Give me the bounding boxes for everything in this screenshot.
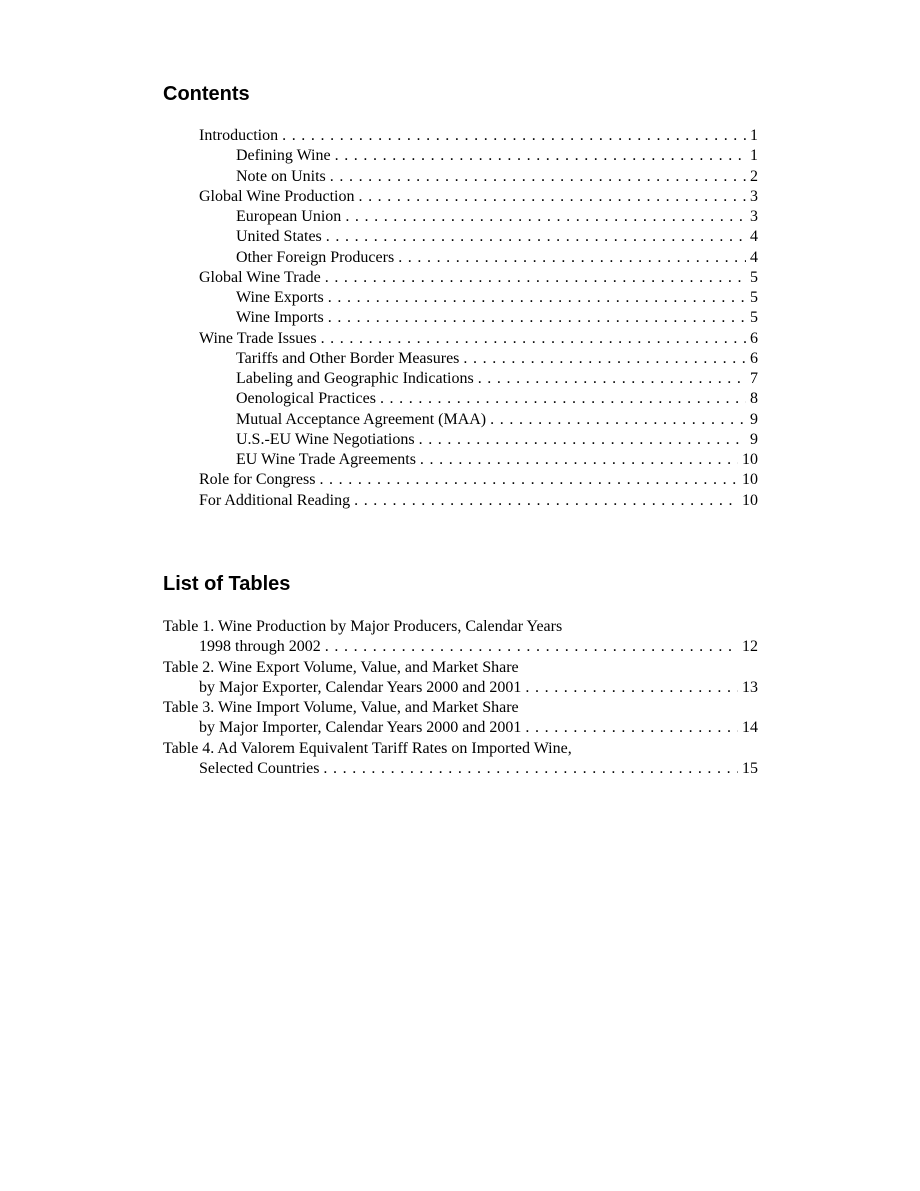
toc-entry-page: 3 [750,187,758,205]
table-entry-line1: Table 1. Wine Production by Major Producers, Calendar Years [163,618,563,635]
toc-entry-label: Defining Wine [236,147,331,165]
toc-entry-label: Mutual Acceptance Agreement (MAA) [236,410,487,428]
toc-entry-page: 10 [742,451,758,468]
toc-entry-page: 8 [750,390,758,408]
toc-entry-label: Note on Units [236,167,326,185]
toc-entry[interactable] [163,410,758,430]
toc-entry-page: 1 [750,147,758,165]
dot-leader [525,678,738,698]
dot-leader [282,126,746,146]
table-entry-line1: Table 4. Ad Valorem Equivalent Tariff Rates on Imported Wine, [163,739,572,757]
toc-entry[interactable] [163,369,758,389]
toc-entry-label: European Union [236,208,342,225]
list-of-tables-heading: List of Tables [163,573,291,595]
table-entry-page: 13 [742,678,758,696]
dot-leader [323,759,738,779]
table-entry-line1: Table 3. Wine Import Volume, Value, and Market Share [163,699,519,716]
toc-entry-page: 7 [750,370,758,387]
contents-list [163,126,758,511]
table-entry-title [163,658,758,678]
table-entry-continuation [163,678,758,698]
table-entry-line1: Table 2. Wine Export Volume, Value, and Market Share [163,658,519,676]
dot-leader [358,187,746,207]
toc-entry[interactable] [163,470,758,490]
table-entry-continuation [163,759,758,779]
toc-entry-page: 2 [750,167,758,185]
dot-leader [325,637,738,657]
toc-entry-label: Oenological Practices [236,390,376,408]
toc-entry[interactable] [163,329,758,349]
dot-leader [326,227,746,247]
dot-leader [354,491,738,511]
dot-leader [335,146,746,166]
toc-entry-page: 6 [750,349,758,367]
dot-leader [525,718,738,738]
contents-heading: Contents [163,83,250,105]
toc-entry-label: Global Wine Production [199,187,355,205]
table-entry-line2: by Major Importer, Calendar Years 2000 and 2001 [199,719,522,737]
toc-entry[interactable] [163,430,758,450]
toc-entry-page: 4 [750,248,758,266]
toc-entry-page: 5 [750,309,758,327]
toc-entry-label: Role for Congress [199,471,316,489]
dot-leader [325,268,746,288]
toc-entry[interactable] [163,126,758,146]
toc-entry-label: Other Foreign Producers [236,248,395,266]
dot-leader [419,430,746,450]
dot-leader [380,389,746,409]
toc-entry-page: 10 [742,471,758,489]
toc-entry-label: U.S.-EU Wine Negotiations [236,430,415,448]
dot-leader [478,369,746,389]
toc-entry-page: 1 [750,127,758,144]
toc-entry-page: 6 [750,329,758,347]
toc-entry-label: Tariffs and Other Border Measures [236,349,460,367]
dot-leader [328,288,746,308]
toc-entry-label: EU Wine Trade Agreements [236,451,416,468]
toc-entry-label: United States [236,228,322,246]
toc-entry-label: For Additional Reading [199,491,351,509]
dot-leader [490,410,746,430]
table-entry-page: 15 [742,759,758,777]
table-entry[interactable] [163,698,758,739]
toc-entry-label: Global Wine Trade [199,268,321,286]
table-entry-title [163,617,758,637]
toc-entry[interactable] [163,389,758,409]
toc-entry-page: 10 [742,491,758,509]
toc-entry-label: Wine Exports [236,289,324,306]
table-entry[interactable] [163,658,758,699]
dot-leader [463,349,746,369]
tables-list [163,617,758,779]
table-entry-line2: by Major Exporter, Calendar Years 2000 and 2001 [199,678,522,696]
toc-entry-page: 4 [750,228,758,246]
toc-entry[interactable] [163,167,758,187]
dot-leader [330,167,746,187]
toc-entry[interactable] [163,349,758,369]
toc-entry[interactable] [163,268,758,288]
table-entry-page: 14 [742,719,758,737]
table-entry-page: 12 [742,638,758,656]
toc-entry-label: Labeling and Geographic Indications [236,370,474,387]
toc-entry[interactable] [163,450,758,470]
table-entry-continuation [163,637,758,657]
toc-entry[interactable] [163,146,758,166]
toc-entry-label: Wine Imports [236,309,324,327]
toc-entry[interactable] [163,288,758,308]
toc-entry-label: Wine Trade Issues [199,329,317,347]
toc-entry[interactable] [163,187,758,207]
table-entry-line2: 1998 through 2002 [199,638,321,656]
toc-entry[interactable] [163,227,758,247]
toc-entry-page: 5 [750,289,758,306]
dot-leader [398,248,746,268]
toc-entry-label: Introduction [199,127,279,144]
toc-entry-page: 3 [750,208,758,225]
table-entry-continuation [163,718,758,738]
dot-leader [321,329,746,349]
dot-leader [345,207,746,227]
toc-entry-page: 9 [750,430,758,448]
table-entry[interactable] [163,739,758,780]
toc-entry[interactable] [163,491,758,511]
table-entry-title [163,739,758,759]
dot-leader [420,450,738,470]
dot-leader [328,308,746,328]
table-entry-title [163,698,758,718]
toc-entry-page: 9 [750,410,758,428]
toc-entry[interactable] [163,248,758,268]
dot-leader [319,470,738,490]
table-entry[interactable] [163,617,758,658]
table-entry-line2: Selected Countries [199,759,320,777]
toc-entry[interactable] [163,308,758,328]
toc-entry[interactable] [163,207,758,227]
toc-entry-page: 5 [750,268,758,286]
